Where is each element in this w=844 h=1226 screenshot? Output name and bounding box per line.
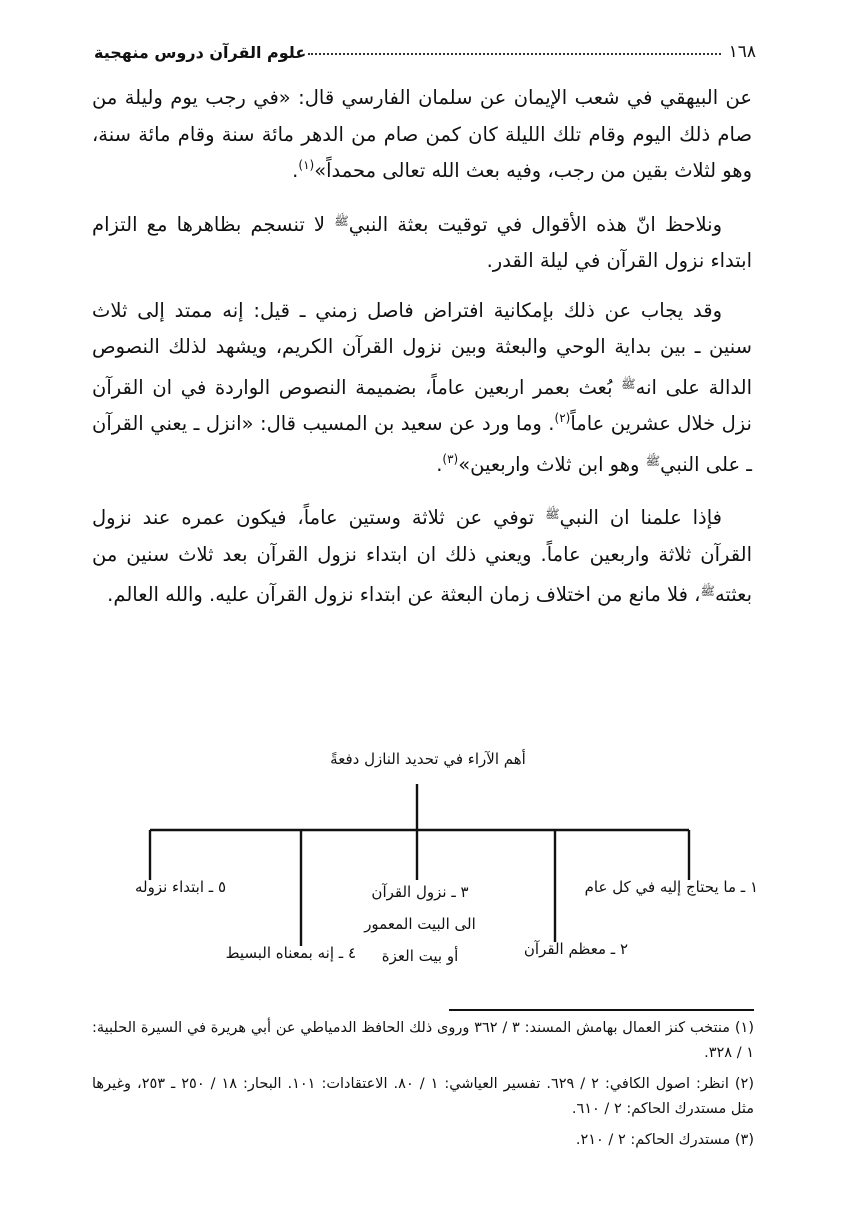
branch-2-label: ٢ ـ معظم القرآن — [523, 940, 628, 958]
branch-3-line-2: الى البيت المعمور — [364, 915, 476, 933]
diagram-title: أهم الآراء في تحديد النازل دفعةً — [330, 750, 526, 768]
salawat-glyph: ﷺ — [334, 213, 349, 228]
paragraph-3-text-a: وقد يجاب عن ذلك بإمكانية افتراض فاصل زمني ـ قيل: إنه ممتد إلى ثلاث سنين ـ بين بداية الوحي والبعثة وبين نزول القرآن الكريم، ويشهد لذلك النصوص الدالة على انه — [92, 298, 752, 399]
footnote-2: (٢) انظر: اصول الكافي: ٢ / ٦٢٩. تفسير العياشي: ١ / ٨٠. الاعتقادات: ١٠١. البحار: ١٨ / ٢٥٠ ـ ٢٥٣، وغيرها مثل مستدرك الحاكم: ٢ / ٦١٠. — [92, 1076, 754, 1117]
main-text — [92, 80, 752, 627]
paragraph-1-text: عن البيهقي في شعب الإيمان عن سلمان الفارسي قال: «في رجب يوم وليلة من صام ذلك اليوم وقام تلك الليلة كان كمن صام من الدهر مائة سنة وقام مائة سنة، وهو لثلاث بقين من رجب، وفيه بعث الله تعالى محمداً» — [92, 86, 752, 182]
footnote-ref-3: (٣) — [442, 451, 459, 466]
paragraph-2 — [92, 203, 752, 280]
paragraph-4-text-b: توفي عن ثلاثة وستين عاماً، فيكون عمره عند نزول القرآن ثلاثة واربعين عاماً. ويعني ذلك ان ابتداء نزول القرآن بعد ثلاث سنين من بعثته — [92, 506, 752, 606]
footnote-3: (٣) مستدرك الحاكم: ٢ / ٢١٠. — [575, 1132, 754, 1148]
running-title: علوم القرآن دروس منهجية — [94, 43, 307, 62]
branch-5-label: ٥ ـ ابتداء نزوله — [134, 878, 226, 896]
paragraph-4 — [92, 496, 752, 614]
footnote-ref-1: (١) — [298, 158, 315, 172]
paragraph-2-text-a: ونلاحظ انّ هذه الأقوال في توقيت بعثة النبي — [348, 212, 722, 236]
salawat-glyph: ﷺ — [621, 376, 636, 391]
footnotes — [92, 1016, 754, 1159]
paragraph-4-text-c: ، فلا مانع من اختلاف زمان البعثة عن ابتداء نزول القرآن عليه. والله العالم. — [107, 583, 701, 606]
branch-4-label: ٤ ـ إنه بمعناه البسيط — [225, 944, 356, 962]
footnote-1: (١) منتخب كنز العمال بهامش المسند: ٣ / ٣٦٢ وروى ذلك الحافظ الدمياطي عن أبي هريرة في السيرة الحلبية: ١ / ٣٢٨. — [92, 1020, 754, 1061]
opinions-tree-diagram — [0, 740, 844, 990]
branch-3-line-1: ٣ ـ نزول القرآن — [371, 883, 469, 901]
footnote-separator — [449, 1009, 754, 1011]
paragraph-3-text-d: وهو ابن ثلاث واربعين» — [458, 452, 646, 476]
page-header — [94, 32, 756, 62]
page-number: ١٦٨ — [728, 42, 756, 62]
paragraph-3-text-b: بُعث بعمر اربعين عاماً، بضميمة النصوص الواردة في ان القرآن نزل خلال عشرين عاماً — [92, 375, 752, 435]
footnote-ref-2: (٢) — [554, 411, 571, 425]
branch-1-label: ١ ـ ما يحتاج إليه في كل عام — [584, 878, 758, 896]
header-dotted-leader — [308, 53, 720, 55]
paragraph-1 — [92, 80, 752, 190]
salawat-glyph: ﷺ — [645, 453, 661, 468]
paragraph-3-text-c: . وما ورد عن سعيد بن المسيب قال: «انزل ـ يعني القرآن ـ على النبي — [92, 412, 752, 476]
paragraph-2-text-b: لا تنسجم بظاهرها مع التزام ابتداء نزول القرآن في ليلة القدر. — [92, 212, 752, 272]
paragraph-1-end: . — [292, 159, 299, 182]
salawat-glyph: ﷺ — [700, 584, 715, 598]
salawat-glyph: ﷺ — [545, 507, 560, 521]
paragraph-3-end: . — [436, 452, 443, 476]
paragraph-4-text-a: فإذا علمنا ان النبي — [559, 506, 722, 529]
branch-3-label — [350, 876, 490, 972]
branch-3-line-3: أو بيت العزة — [381, 947, 459, 965]
paragraph-3 — [92, 293, 752, 484]
